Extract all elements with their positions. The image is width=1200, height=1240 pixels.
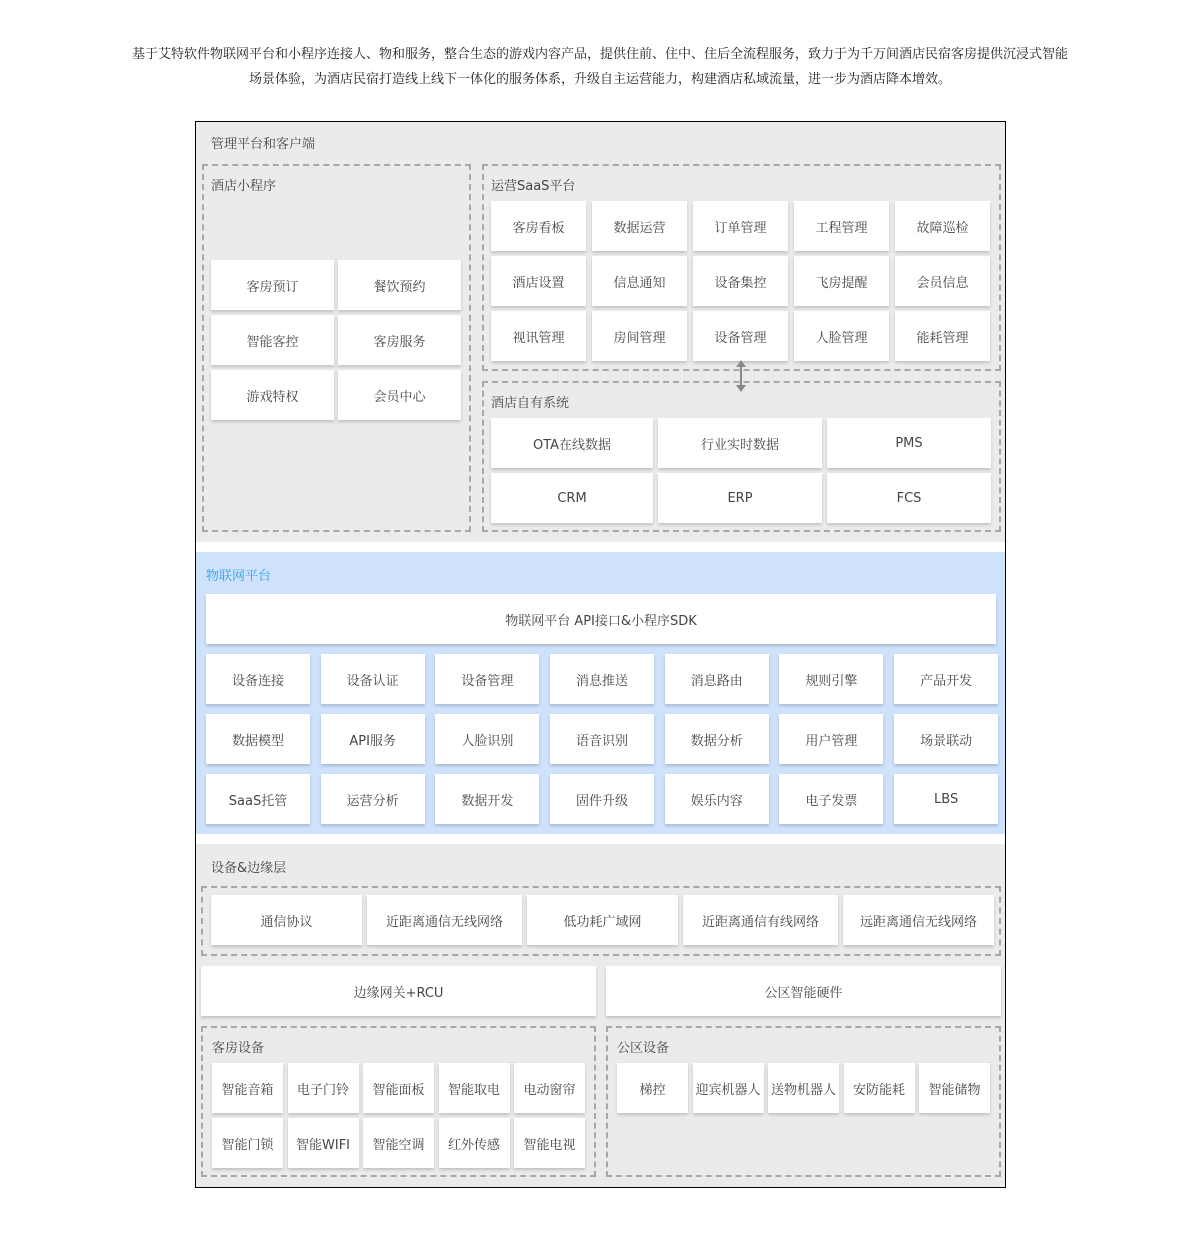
iot-capability-item: 数据模型 xyxy=(206,714,310,764)
iot-capability-item: 消息推送 xyxy=(550,654,654,704)
room-device-item: 智能面板 xyxy=(363,1063,434,1113)
room-device-item: 红外传感 xyxy=(439,1118,510,1168)
saas-item: 故障巡检 xyxy=(895,201,990,251)
architecture-diagram xyxy=(195,121,1006,1188)
iot-capability-item: 场景联动 xyxy=(894,714,998,764)
iot-capability-item: SaaS托管 xyxy=(206,774,310,824)
saas-item: 飞房提醒 xyxy=(794,256,889,306)
saas-item: 设备管理 xyxy=(693,311,788,361)
network-grid xyxy=(211,895,994,945)
own-system-item: CRM xyxy=(491,473,653,523)
room-device-item: 智能取电 xyxy=(439,1063,510,1113)
iot-capability-item: 语音识别 xyxy=(550,714,654,764)
room-device-item: 电子门铃 xyxy=(288,1063,359,1113)
saas-item: 信息通知 xyxy=(592,256,687,306)
mini-program-item: 智能客控 xyxy=(211,315,334,365)
intro-line-2: 场景体验，为酒店民宿打造线上线下一体化的服务体系，升级自主运营能力，构建酒店私域流量，进一步为酒店降本增效。 xyxy=(248,72,951,87)
own-system-grid xyxy=(491,418,991,523)
iot-capability-item: 数据分析 xyxy=(665,714,769,764)
saas-panel xyxy=(482,164,1001,371)
saas-item: 视讯管理 xyxy=(491,311,586,361)
own-system-item: FCS xyxy=(827,473,991,523)
iot-title: 物联网平台 xyxy=(206,569,272,584)
management-section xyxy=(196,122,1005,542)
saas-title: 运营SaaS平台 xyxy=(491,179,576,194)
saas-item: 会员信息 xyxy=(895,256,990,306)
iot-api-bar: 物联网平台 API接口&小程序SDK xyxy=(206,594,996,644)
saas-item: 设备集控 xyxy=(693,256,788,306)
network-item: 远距离通信无线网络 xyxy=(843,895,994,945)
room-device-item: 智能电视 xyxy=(514,1118,585,1168)
public-device-item: 安防能耗 xyxy=(844,1063,915,1113)
mini-program-title: 酒店小程序 xyxy=(211,179,277,194)
device-edge-section xyxy=(196,844,1005,1187)
room-devices-grid xyxy=(212,1063,585,1168)
saas-item: 数据运营 xyxy=(592,201,687,251)
mini-program-item: 餐饮预约 xyxy=(338,260,461,310)
iot-capability-item: 设备管理 xyxy=(435,654,539,704)
room-device-item: 智能空调 xyxy=(363,1118,434,1168)
saas-item: 人脸管理 xyxy=(794,311,889,361)
saas-item: 能耗管理 xyxy=(895,311,990,361)
iot-capability-item: 固件升级 xyxy=(550,774,654,824)
network-item: 近距离通信有线网络 xyxy=(683,895,838,945)
iot-capability-item: 消息路由 xyxy=(665,654,769,704)
saas-item: 酒店设置 xyxy=(491,256,586,306)
own-system-item: OTA在线数据 xyxy=(491,418,653,468)
own-system-item: ERP xyxy=(658,473,822,523)
management-title: 管理平台和客户端 xyxy=(211,137,316,152)
mini-program-item: 会员中心 xyxy=(338,370,461,420)
iot-capability-item: 数据开发 xyxy=(435,774,539,824)
network-item: 通信协议 xyxy=(211,895,362,945)
room-devices-title: 客房设备 xyxy=(212,1041,265,1056)
saas-grid xyxy=(491,201,990,361)
mini-program-panel xyxy=(202,164,471,532)
own-system-item: 行业实时数据 xyxy=(658,418,822,468)
mini-program-item: 客房预订 xyxy=(211,260,334,310)
room-devices-panel xyxy=(201,1026,596,1177)
public-device-item: 迎宾机器人 xyxy=(693,1063,764,1113)
iot-capability-item: API服务 xyxy=(321,714,425,764)
iot-capability-item: LBS xyxy=(894,774,998,824)
saas-item: 工程管理 xyxy=(794,201,889,251)
room-device-item: 智能WIFI xyxy=(288,1118,359,1168)
network-item: 近距离通信无线网络 xyxy=(367,895,522,945)
saas-item: 订单管理 xyxy=(693,201,788,251)
intro-line-1: 基于艾特软件物联网平台和小程序连接人、物和服务，整合生态的游戏内容产品，提供住前、住中、住后全流程服务，致力于为千万间酒店民宿客房提供沉浸式智能 xyxy=(131,47,1068,62)
room-device-item: 智能音箱 xyxy=(212,1063,283,1113)
iot-grid xyxy=(206,654,998,824)
public-devices-title: 公区设备 xyxy=(617,1041,670,1056)
public-device-item: 梯控 xyxy=(617,1063,688,1113)
public-device-item: 送物机器人 xyxy=(768,1063,839,1113)
mini-program-item: 客房服务 xyxy=(338,315,461,365)
hotel-own-system-panel xyxy=(482,381,1001,532)
public-devices-grid xyxy=(617,1063,990,1113)
room-device-item: 电动窗帘 xyxy=(514,1063,585,1113)
edge-title: 设备&边缘层 xyxy=(211,861,287,876)
own-system-item: PMS xyxy=(827,418,991,468)
iot-capability-item: 电子发票 xyxy=(779,774,883,824)
iot-capability-item: 产品开发 xyxy=(894,654,998,704)
public-hardware-box: 公区智能硬件 xyxy=(606,966,1001,1016)
intro-text xyxy=(90,42,1110,92)
iot-capability-item: 设备认证 xyxy=(321,654,425,704)
iot-capability-item: 运营分析 xyxy=(321,774,425,824)
iot-platform-section xyxy=(196,552,1005,834)
iot-capability-item: 规则引擎 xyxy=(779,654,883,704)
room-device-item: 智能门锁 xyxy=(212,1118,283,1168)
saas-item: 客房看板 xyxy=(491,201,586,251)
edge-gateway-box: 边缘网关+RCU xyxy=(201,966,596,1016)
saas-item: 房间管理 xyxy=(592,311,687,361)
public-device-item: 智能储物 xyxy=(919,1063,990,1113)
iot-capability-item: 用户管理 xyxy=(779,714,883,764)
public-devices-panel xyxy=(606,1026,1001,1177)
own-system-title: 酒店自有系统 xyxy=(491,396,570,411)
mini-program-item: 游戏特权 xyxy=(211,370,334,420)
iot-capability-item: 娱乐内容 xyxy=(665,774,769,824)
network-item: 低功耗广域网 xyxy=(527,895,678,945)
iot-capability-item: 设备连接 xyxy=(206,654,310,704)
iot-capability-item: 人脸识别 xyxy=(435,714,539,764)
mini-program-grid xyxy=(211,260,461,420)
network-panel xyxy=(201,886,1001,956)
